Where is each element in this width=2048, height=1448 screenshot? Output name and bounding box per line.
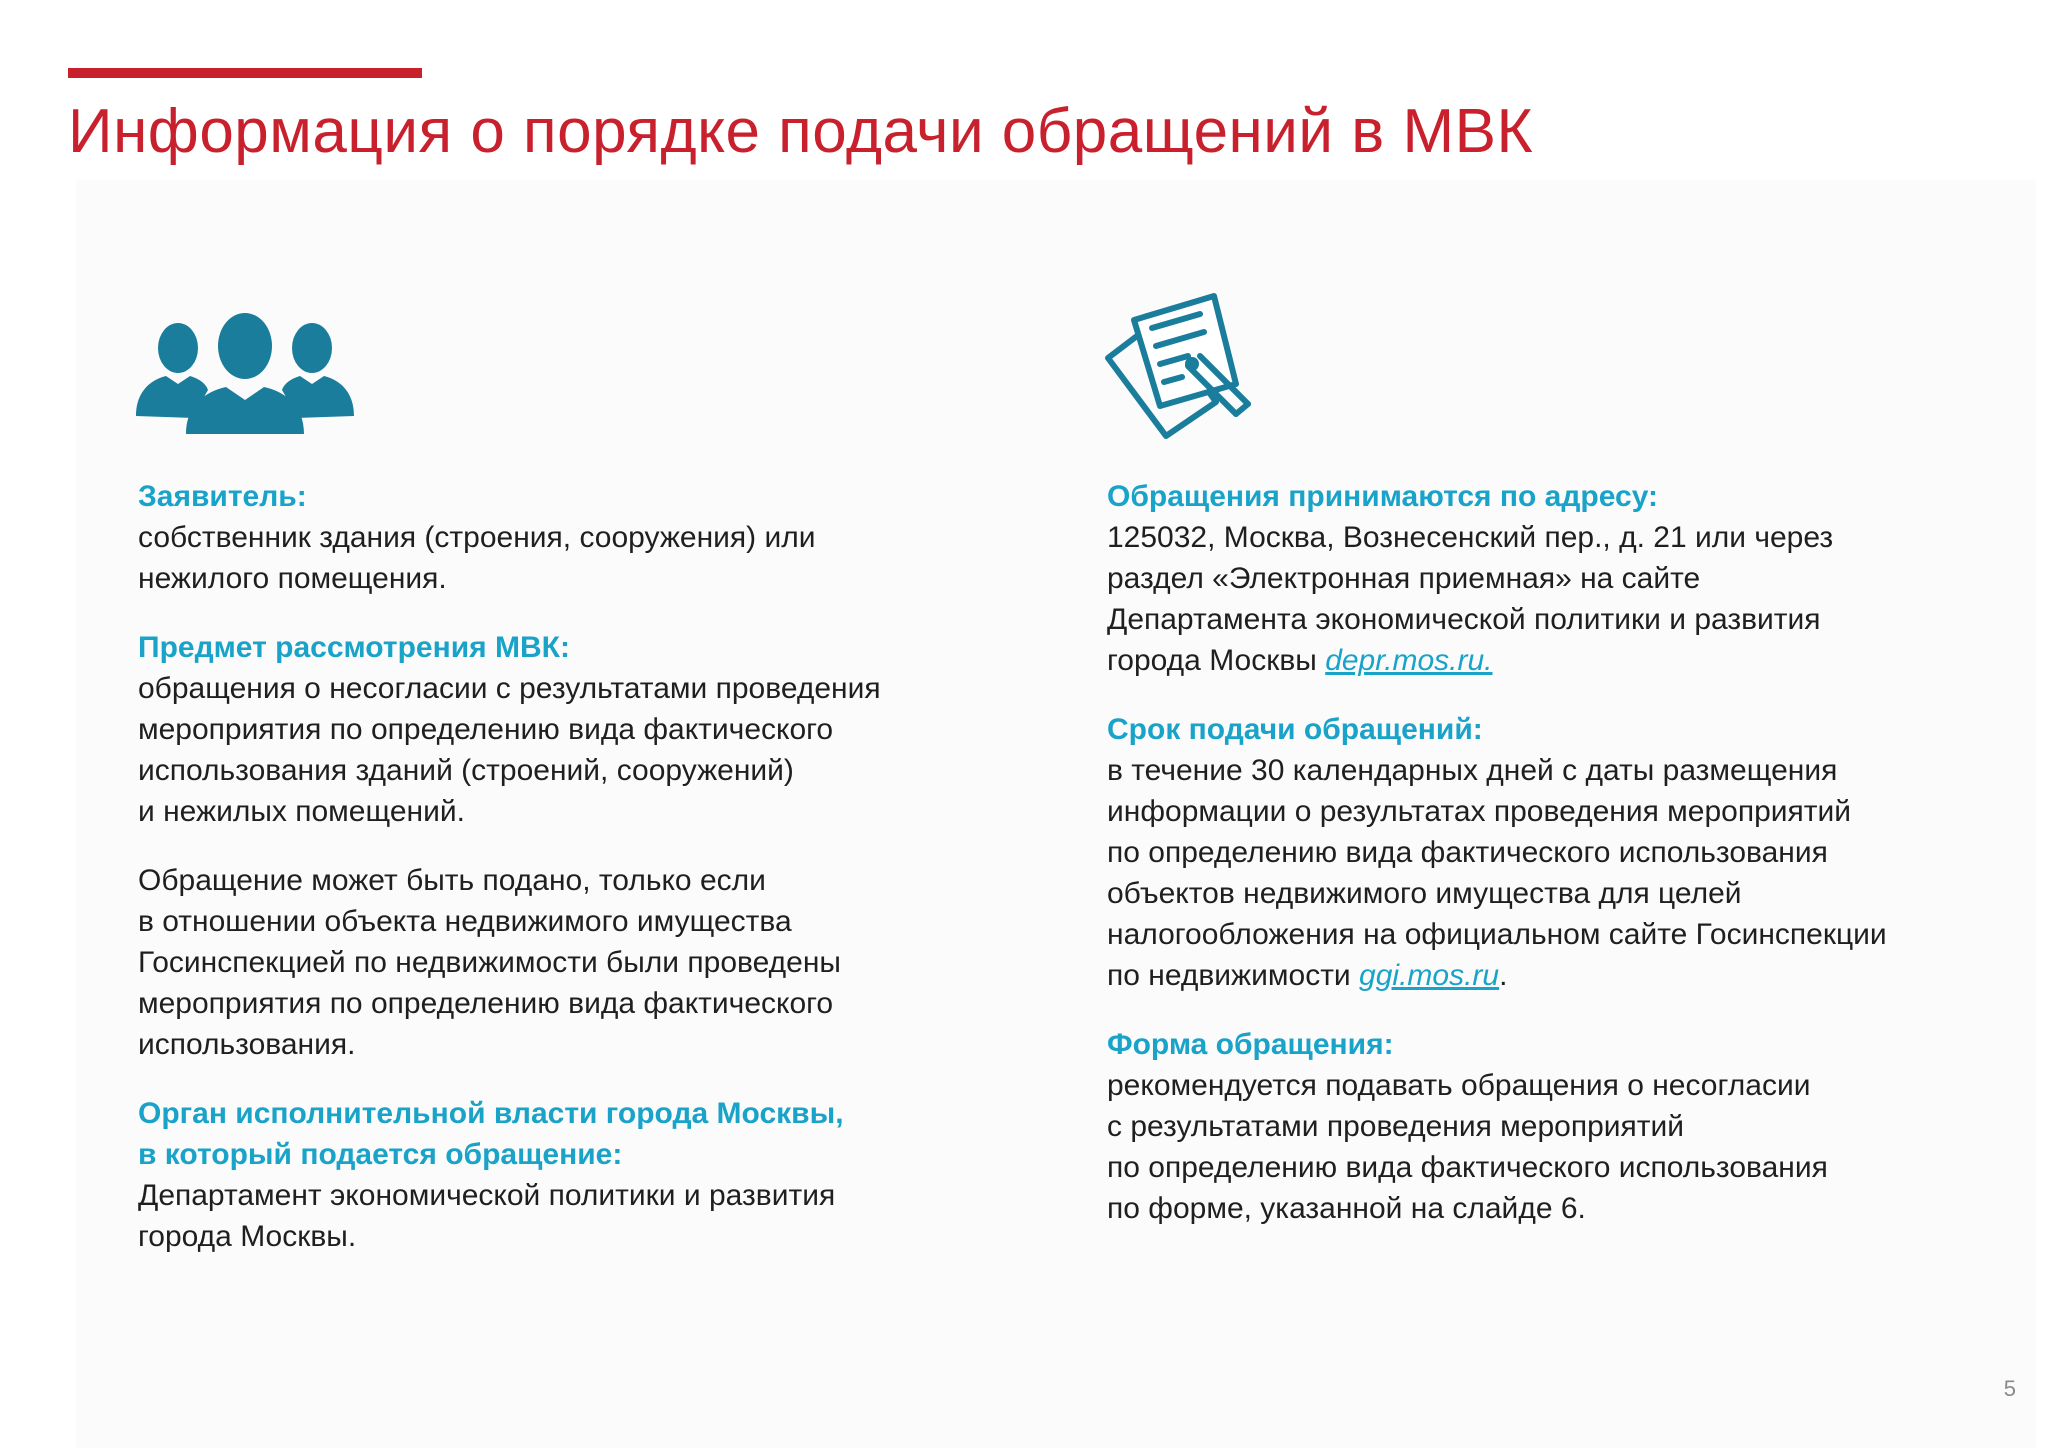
applicant-heading: Заявитель: — [138, 480, 307, 513]
form-text: рекомендуется подавать обращения о несогласии с результатами проведения мероприятий по определению вида фактического использования по форме, указанной на слайде 6. — [1107, 1069, 1828, 1225]
applicant-section — [138, 476, 958, 599]
form-section — [1107, 1024, 2007, 1229]
address-heading: Обращения принимаются по адресу: — [1107, 480, 1658, 513]
deadline-paragraph — [1107, 750, 2007, 996]
subject-heading: Предмет рассмотрения МВК: — [138, 631, 570, 664]
authority-section — [138, 1093, 958, 1257]
deadline-text: в течение 30 календарных дней с даты размещения информации о результатах проведения мероприятий по определению вида фактического использования объектов недвижимого имущества для целей налогообложения на официальном сайте Госинспекции по недвижимости — [1107, 754, 1887, 992]
depr-link[interactable]: depr.mos.ru. — [1325, 644, 1493, 677]
deadline-tail: . — [1499, 959, 1508, 992]
page-number: 5 — [2003, 1376, 2016, 1401]
address-paragraph — [1107, 517, 2007, 681]
condition-section — [138, 860, 958, 1065]
address-text: 125032, Москва, Вознесенский пер., д. 21 или через раздел «Электронная приемная» на сайте Департамента экономической политики и развития города Москвы — [1107, 521, 1834, 677]
page-title: Информация о порядке подачи обращений в МВК — [68, 97, 1534, 166]
ggi-link[interactable]: ggi.mos.ru — [1359, 959, 1500, 992]
left-column — [138, 476, 958, 1285]
applicant-text: собственник здания (строения, сооружения) или нежилого помещения. — [138, 521, 816, 595]
people-group-icon — [136, 310, 354, 436]
subject-section — [138, 627, 958, 832]
subject-text: обращения о несогласии с результатами проведения мероприятия по определению вида фактического использования зданий (строений, сооружений) и нежилых помещений. — [138, 672, 881, 828]
condition-text: Обращение может быть подано, только если в отношении объекта недвижимого имущества Госинспекцией по недвижимости были проведены мероприятия по определению вида фактического использования. — [138, 864, 841, 1061]
document-pen-icon — [1104, 290, 1254, 440]
deadline-section — [1107, 709, 2007, 996]
right-column — [1107, 476, 2007, 1257]
authority-text: Департамент экономической политики и развития города Москвы. — [138, 1179, 836, 1253]
deadline-heading: Срок подачи обращений: — [1107, 713, 1483, 746]
title-accent-bar — [68, 68, 422, 78]
authority-heading: Орган исполнительной власти города Москвы, в который подается обращение: — [138, 1097, 844, 1171]
form-heading: Форма обращения: — [1107, 1028, 1394, 1061]
address-section — [1107, 476, 2007, 681]
